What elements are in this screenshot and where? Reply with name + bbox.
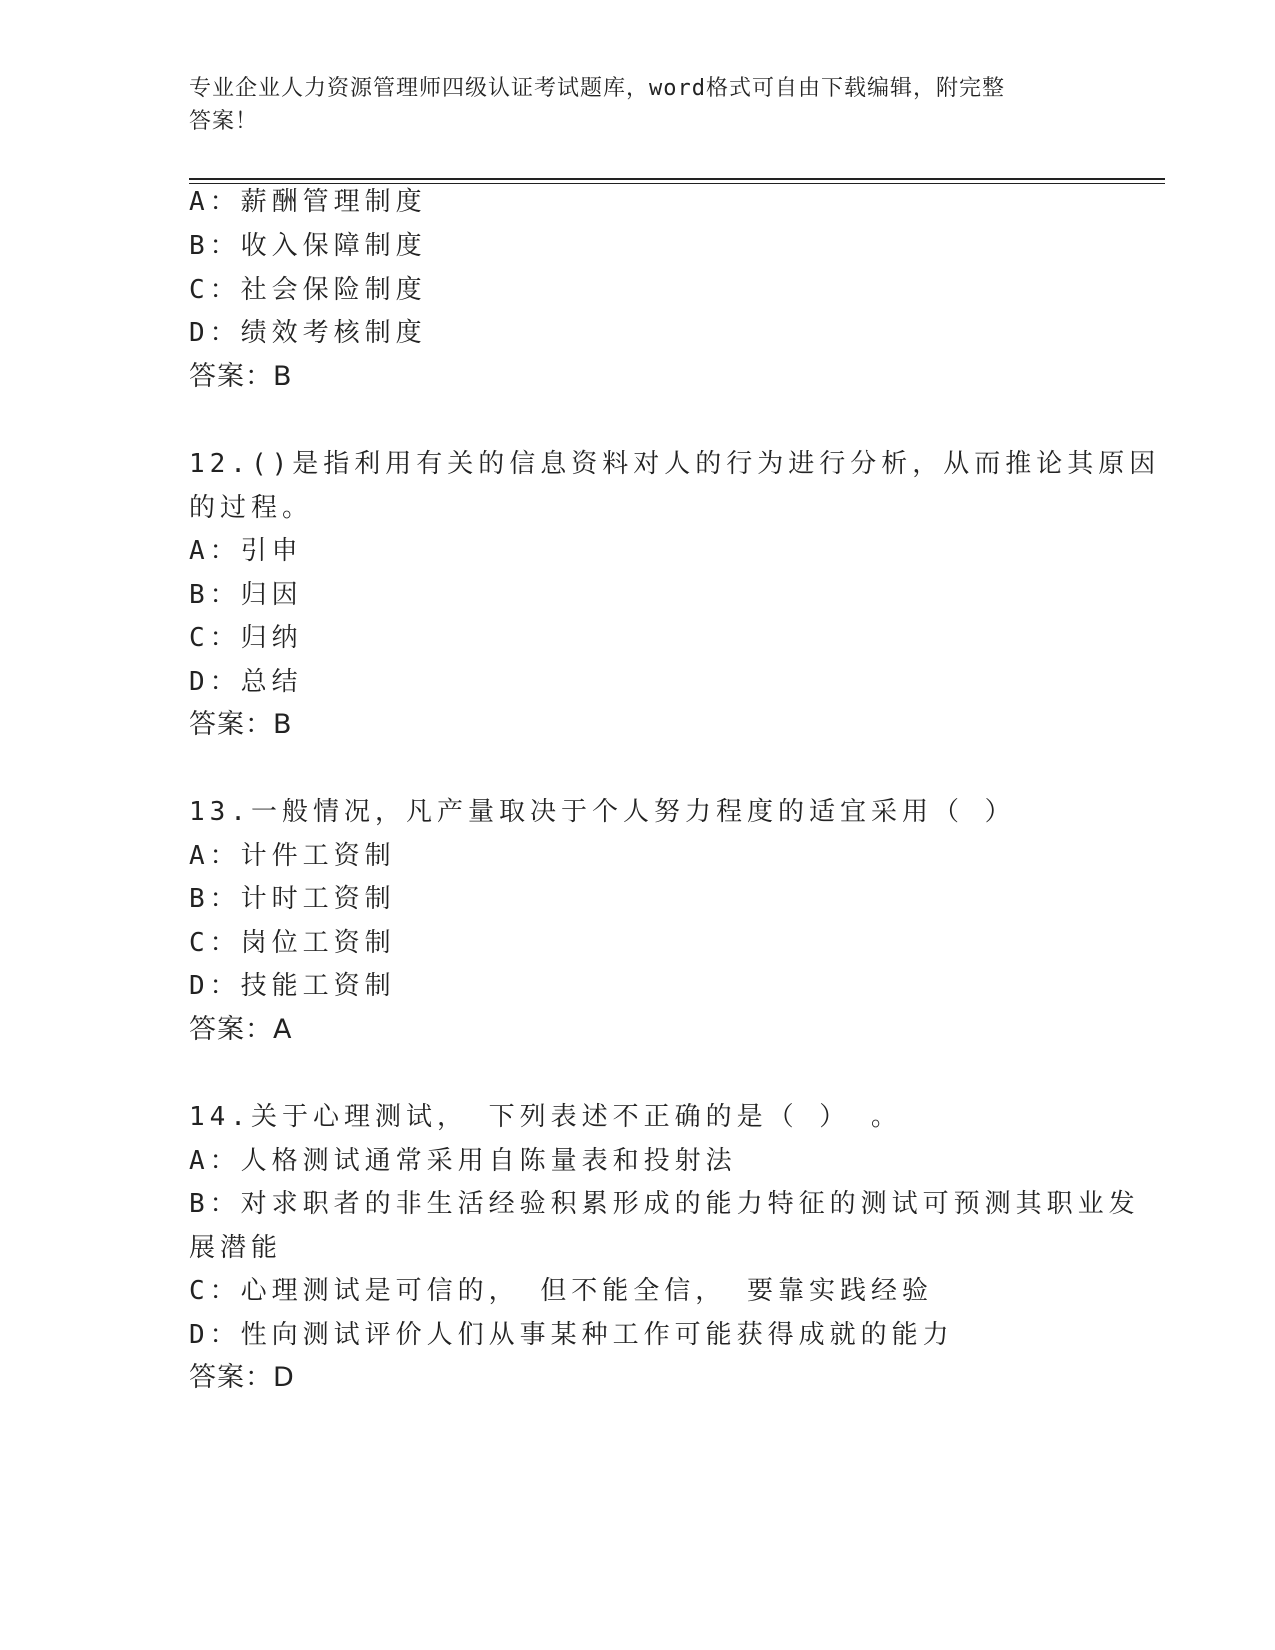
- q11-option-c: C：社会保险制度: [189, 275, 427, 305]
- q12-option-b: B：归因: [189, 580, 303, 610]
- q14-option-b-line-1: B：对求职者的非生活经验积累形成的能力特征的测试可预测其职业发: [189, 1189, 1140, 1219]
- q13-option-b: B：计时工资制: [189, 884, 396, 914]
- q11-option-b: B：收入保障制度: [189, 231, 427, 261]
- q14-option-a: A：人格测试通常采用自陈量表和投射法: [189, 1146, 737, 1176]
- q14-option-c: C：心理测试是可信的， 但不能全信， 要靠实践经验: [189, 1276, 933, 1306]
- q13-option-c: C：岗位工资制: [189, 928, 396, 958]
- q12-option-c: C：归纳: [189, 623, 303, 653]
- q13-answer: 答案：A: [189, 1014, 293, 1045]
- header-line-2: 答案！: [189, 109, 259, 134]
- q12-question-line-2: 的过程。: [189, 493, 314, 523]
- q11-option-a: A：薪酬管理制度: [189, 187, 427, 217]
- header-rule-thin: [189, 183, 1165, 184]
- q14-question-line-1: 14.关于心理测试， 下列表述不正确的是（ ） 。: [189, 1102, 902, 1132]
- header-line-1: 专业企业人力资源管理师四级认证考试题库，word格式可自由下载编辑，附完整: [189, 76, 1005, 101]
- q12-option-d: D：总结: [189, 667, 303, 697]
- q13-option-a: A：计件工资制: [189, 841, 396, 871]
- q12-answer: 答案：B: [189, 709, 293, 740]
- q14-option-d: D：性向测试评价人们从事某种工作可能获得成就的能力: [189, 1320, 954, 1350]
- q12-option-a: A：引申: [189, 536, 303, 566]
- q14-option-b-line-2: 展潜能: [189, 1233, 283, 1263]
- document-header: [189, 72, 1089, 138]
- q12-question-line-1: 12.()是指利用有关的信息资料对人的行为进行分析，从而推论其原因: [189, 449, 1161, 479]
- header-rule-thick: [189, 178, 1165, 180]
- q13-question-line-1: 13.一般情况，凡产量取决于个人努力程度的适宜采用（ ）: [189, 797, 1016, 827]
- q14-answer: 答案：D: [189, 1362, 295, 1393]
- q13-option-d: D：技能工资制: [189, 971, 396, 1001]
- q11-option-d: D：绩效考核制度: [189, 318, 427, 348]
- q11-answer: 答案：B: [189, 361, 293, 392]
